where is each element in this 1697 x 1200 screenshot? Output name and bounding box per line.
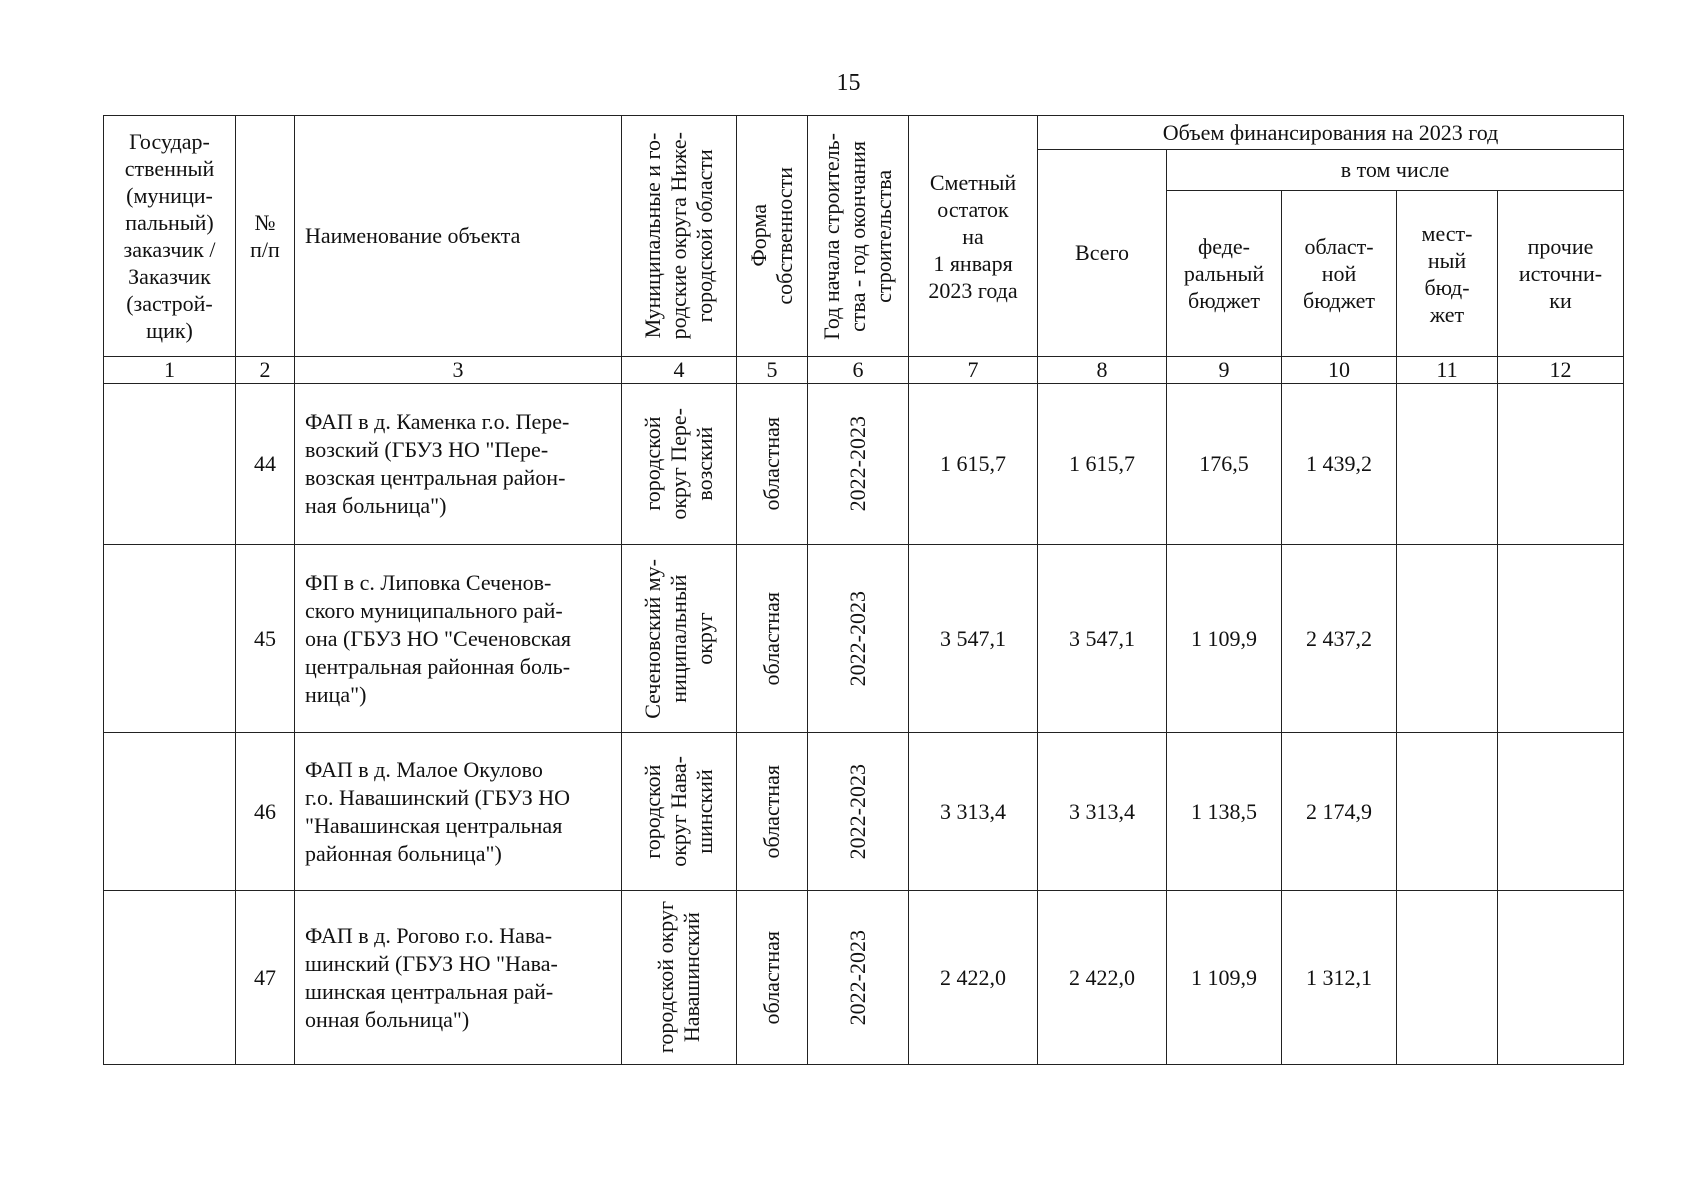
header-including: в том числе <box>1167 150 1624 191</box>
cell-number: 44 <box>236 384 295 545</box>
cell-total: 2 422,0 <box>1038 891 1167 1065</box>
cell-local <box>1397 733 1498 891</box>
cell-object-name: ФАП в д. Малое Окулово г.о. Навашинский (ГБУЗ НО "Навашинская центральная районная больница") <box>295 733 622 891</box>
cell-local <box>1397 891 1498 1065</box>
header-years <box>808 116 909 357</box>
table-row <box>104 545 1624 733</box>
cell-estimate: 1 615,7 <box>909 384 1038 545</box>
cell-number: 46 <box>236 733 295 891</box>
cell-number: 45 <box>236 545 295 733</box>
cell-other <box>1498 384 1624 545</box>
cell-customer <box>104 733 236 891</box>
cell-regional: 2 174,9 <box>1282 733 1397 891</box>
header-ownership-text: Форма собственности <box>746 167 797 305</box>
cell-district-text: городской округ Пере- возский <box>640 408 717 520</box>
cell-regional: 1 312,1 <box>1282 891 1397 1065</box>
cell-ownership <box>737 891 808 1065</box>
header-estimate: Сметный остаток на 1 января 2023 года <box>909 116 1038 357</box>
cell-district <box>622 733 737 891</box>
header-customer: Государ- ственный (муници- пальный) заказчик / Заказчик (застрой- щик) <box>104 116 236 357</box>
cell-years <box>808 891 909 1065</box>
column-number: 10 <box>1282 357 1397 384</box>
cell-years-text: 2022-2023 <box>845 590 870 687</box>
cell-ownership-text: областная <box>759 764 784 859</box>
cell-district-text: Сеченовский му- ниципальный округ <box>640 558 717 719</box>
header-federal: феде- ральный бюджет <box>1167 191 1282 357</box>
cell-federal: 1 109,9 <box>1167 545 1282 733</box>
header-other: прочие источни- ки <box>1498 191 1624 357</box>
cell-district-text: городской округ Нава- шинский <box>640 756 717 867</box>
header-ownership <box>737 116 808 357</box>
column-number: 3 <box>295 357 622 384</box>
header-regional: област- ной бюджет <box>1282 191 1397 357</box>
cell-object-name: ФП в с. Липовка Сеченов- ского муниципального рай- она (ГБУЗ НО "Сеченовская центральная районная боль- ница") <box>295 545 622 733</box>
column-number: 9 <box>1167 357 1282 384</box>
column-number: 5 <box>737 357 808 384</box>
cell-regional: 2 437,2 <box>1282 545 1397 733</box>
cell-ownership <box>737 545 808 733</box>
cell-ownership-text: областная <box>759 417 784 511</box>
cell-district <box>622 891 737 1065</box>
cell-number: 47 <box>236 891 295 1065</box>
column-number: 6 <box>808 357 909 384</box>
cell-total: 1 615,7 <box>1038 384 1167 545</box>
table-row <box>104 891 1624 1065</box>
cell-other <box>1498 545 1624 733</box>
cell-years-text: 2022-2023 <box>845 416 870 512</box>
cell-district <box>622 384 737 545</box>
cell-years <box>808 545 909 733</box>
cell-estimate: 3 547,1 <box>909 545 1038 733</box>
header-total: Всего <box>1038 150 1167 357</box>
cell-federal: 1 109,9 <box>1167 891 1282 1065</box>
table-header <box>104 116 1624 357</box>
cell-total: 3 547,1 <box>1038 545 1167 733</box>
header-object-name: Наименование объекта <box>295 116 622 357</box>
header-local: мест- ный бюд- жет <box>1397 191 1498 357</box>
column-number: 7 <box>909 357 1038 384</box>
cell-years-text: 2022-2023 <box>845 929 870 1026</box>
cell-ownership <box>737 384 808 545</box>
cell-federal: 176,5 <box>1167 384 1282 545</box>
table-row <box>104 384 1624 545</box>
cell-total: 3 313,4 <box>1038 733 1167 891</box>
column-number: 11 <box>1397 357 1498 384</box>
cell-federal: 1 138,5 <box>1167 733 1282 891</box>
header-district-text: Муниципальные и го- родские округа Ниже- городской области <box>640 132 717 340</box>
cell-estimate: 2 422,0 <box>909 891 1038 1065</box>
cell-local <box>1397 384 1498 545</box>
cell-district <box>622 545 737 733</box>
cell-local <box>1397 545 1498 733</box>
cell-ownership-text: областная <box>759 930 784 1025</box>
cell-customer <box>104 384 236 545</box>
column-number: 2 <box>236 357 295 384</box>
column-number: 1 <box>104 357 236 384</box>
column-number-row <box>104 357 1624 384</box>
cell-ownership <box>737 733 808 891</box>
table-row <box>104 733 1624 891</box>
cell-ownership-text: областная <box>759 591 784 686</box>
header-funding-group: Объем финансирования на 2023 год <box>1038 116 1624 150</box>
column-number: 4 <box>622 357 737 384</box>
cell-other <box>1498 733 1624 891</box>
page-number: 15 <box>836 70 861 96</box>
header-years-text: Год начала строитель- ства - год окончания строительства <box>819 132 896 340</box>
header-district <box>622 116 737 357</box>
cell-years <box>808 733 909 891</box>
column-number: 8 <box>1038 357 1167 384</box>
cell-years-text: 2022-2023 <box>845 763 870 860</box>
column-number: 12 <box>1498 357 1624 384</box>
cell-years <box>808 384 909 545</box>
construction-funding-table <box>103 115 1624 1065</box>
header-number: № п/п <box>236 116 295 357</box>
cell-other <box>1498 891 1624 1065</box>
cell-estimate: 3 313,4 <box>909 733 1038 891</box>
cell-regional: 1 439,2 <box>1282 384 1397 545</box>
cell-district-text: городской округ Навашинский <box>653 901 704 1054</box>
cell-customer <box>104 545 236 733</box>
cell-object-name: ФАП в д. Рогово г.о. Нава- шинский (ГБУЗ НО "Нава- шинская центральная рай- онная больница") <box>295 891 622 1065</box>
cell-object-name: ФАП в д. Каменка г.о. Пере- возский (ГБУЗ НО "Пере- возская центральная район- ная больница") <box>295 384 622 545</box>
cell-customer <box>104 891 236 1065</box>
